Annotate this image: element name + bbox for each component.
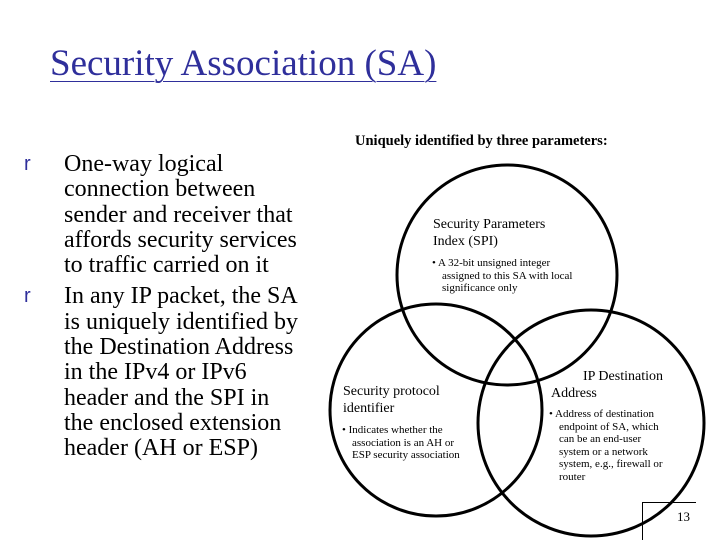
- detail-line: can be an end-user: [559, 433, 642, 445]
- detail-line: • Indicates whether the: [342, 424, 443, 436]
- destination-detail: [549, 408, 663, 483]
- spi-heading: [433, 216, 545, 250]
- heading-line: Address: [551, 386, 597, 401]
- detail-line: system, e.g., firewall or: [559, 458, 663, 470]
- bullet-marker-icon: r: [24, 285, 31, 308]
- detail-line: ESP security association: [352, 449, 460, 461]
- heading-line: Security protocol: [343, 384, 440, 399]
- bullet-line: the enclosed extension: [64, 409, 282, 436]
- bullet-line: in the IPv4 or IPv6: [64, 359, 247, 386]
- detail-line: endpoint of SA, which: [559, 420, 659, 433]
- detail-line: significance only: [442, 282, 518, 294]
- bullet-line: to traffic carried on it: [64, 252, 269, 279]
- spi-detail: [432, 257, 572, 295]
- bullet-marker-icon: r: [24, 153, 31, 175]
- detail-line: • Address of destination: [549, 408, 654, 420]
- bullet-line: sender and receiver that: [64, 201, 293, 228]
- bullet-line: connection between: [64, 176, 256, 203]
- detail-line: • A 32-bit unsigned integer: [432, 257, 551, 269]
- heading-line: Index (SPI): [433, 234, 498, 249]
- detail-line: system or a network: [559, 445, 648, 458]
- detail-line: router: [559, 470, 586, 483]
- bullet-line: affords security services: [64, 226, 297, 253]
- detail-line: assigned to this SA with local: [442, 269, 573, 282]
- protocol-heading: [343, 383, 440, 417]
- page-number: 13: [642, 502, 696, 540]
- heading-line: identifier: [343, 401, 395, 416]
- diagram-caption: Uniquely identified by three parameters:: [355, 133, 608, 149]
- bullet-line: the Destination Address: [64, 334, 294, 361]
- detail-line: association is an AH or: [352, 436, 455, 449]
- heading-line: Security Parameters: [433, 217, 546, 232]
- bullet-line: One-way logical: [64, 151, 224, 177]
- bullet-line: In any IP packet, the SA: [64, 283, 298, 310]
- slide-title: Security Association (SA): [50, 43, 437, 84]
- bullet-line: header and the SPI in: [64, 384, 270, 411]
- bullet-line: header (AH or ESP): [64, 435, 258, 462]
- heading-line: IP Destination: [583, 369, 663, 384]
- bullet-line: is uniquely identified by: [64, 308, 298, 335]
- destination-heading: [551, 368, 663, 402]
- protocol-detail: [342, 424, 460, 462]
